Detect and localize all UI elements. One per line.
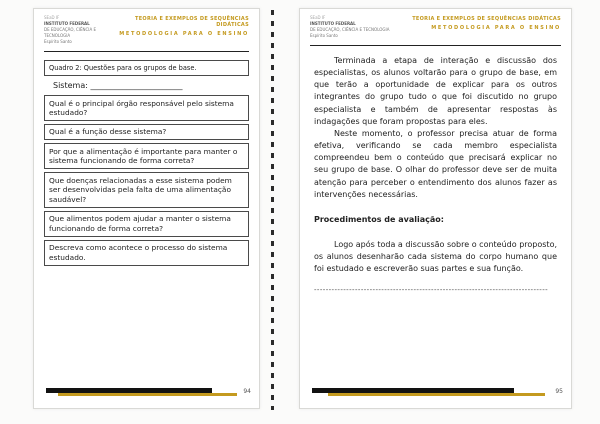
- footer-bar-gold: [328, 393, 546, 396]
- logo-text: Espírito Santo: [44, 39, 72, 44]
- sistema-blank-field: Sistema: _______________________: [53, 81, 183, 90]
- header-title-block: [115, 15, 249, 45]
- header-title-line1: TEORIA E EXEMPLOS DE SEQUÊNCIAS DIDÁTICAS: [134, 16, 249, 28]
- page-header: [300, 9, 571, 42]
- logo-text: SEaD IF: [44, 15, 60, 20]
- evaluation-heading: Procedimentos de avaliação:: [314, 214, 444, 224]
- logo-text: SEaD IF: [310, 15, 326, 20]
- quadro-title: Quadro 2: Questões para os grupos de base.: [44, 60, 249, 76]
- right-page-content: [300, 46, 571, 295]
- question-row: Que doenças relacionadas a esse sistema podem ser desenvolvidas pela falta de uma alimentação saudável?: [44, 172, 249, 207]
- page-header: [34, 9, 259, 48]
- page-footer: [310, 388, 563, 399]
- header-title-block: [412, 15, 561, 39]
- left-page-content: [34, 52, 259, 266]
- institution-logo: [44, 15, 115, 45]
- question-row: Por que a alimentação é importante para manter o sistema funcionando de forma correta?: [44, 143, 249, 169]
- question-row: Que alimentos podem ajudar a manter o sistema funcionando de forma correta?: [44, 211, 249, 237]
- question-row: Descreva como acontece o processo do sistema estudado.: [44, 240, 249, 266]
- logo-text: DE EDUCAÇÃO, CIÊNCIA E TECNOLOGIA: [44, 27, 97, 38]
- body-paragraph: Terminada a etapa de interação e discussão dos especialistas, os alunos voltarão para o grupo de base, em que terão a oportunidade de explicar para os outros integrantes do grupo tudo o que foi discutido no grupo especialista e também de apresentar respostas às indagações que foram propostas para eles.: [314, 56, 557, 126]
- logo-text: INSTITUTO FEDERAL: [44, 21, 90, 26]
- page-number: 95: [555, 388, 563, 395]
- page-number: 94: [243, 388, 251, 395]
- evaluation-paragraph: Logo após toda a discussão sobre o conteúdo proposto, os alunos desenharão cada sistema do corpo humano que foi estudado e escreverão suas partes e sua função.: [314, 240, 557, 274]
- page-footer: [44, 388, 251, 399]
- header-title-line2: METODOLOGIA PARA O ENSINO: [119, 31, 249, 37]
- logo-text: DE EDUCAÇÃO, CIÊNCIA E TECNOLOGIA: [310, 27, 390, 32]
- header-title-line1: TEORIA E EXEMPLOS DE SEQUÊNCIAS DIDÁTICAS: [412, 16, 561, 22]
- dashed-separator: --------------------------------------------------------------------------------: [314, 285, 549, 294]
- logo-text: Espírito Santo: [310, 33, 338, 38]
- page-right: [299, 8, 572, 409]
- question-row: Qual é a função desse sistema?: [44, 124, 249, 140]
- binding-dots: [271, 10, 274, 410]
- header-title-line2: METODOLOGIA PARA O ENSINO: [431, 25, 561, 31]
- question-row: Qual é o principal órgão responsável pelo sistema estudado?: [44, 95, 249, 121]
- footer-bar-gold: [58, 393, 236, 396]
- logo-text: INSTITUTO FEDERAL: [310, 21, 356, 26]
- page-left: [33, 8, 260, 409]
- body-paragraph: Neste momento, o professor precisa atuar de forma efetiva, verificando se cada membro especialista compreendeu bem o conteúdo que precisará explicar no seu grupo de base. O olhar do professor deve ser de muita atenção para perceber o entendimento dos alunos fazer as intervenções necessárias.: [314, 128, 557, 199]
- institution-logo: [310, 15, 389, 39]
